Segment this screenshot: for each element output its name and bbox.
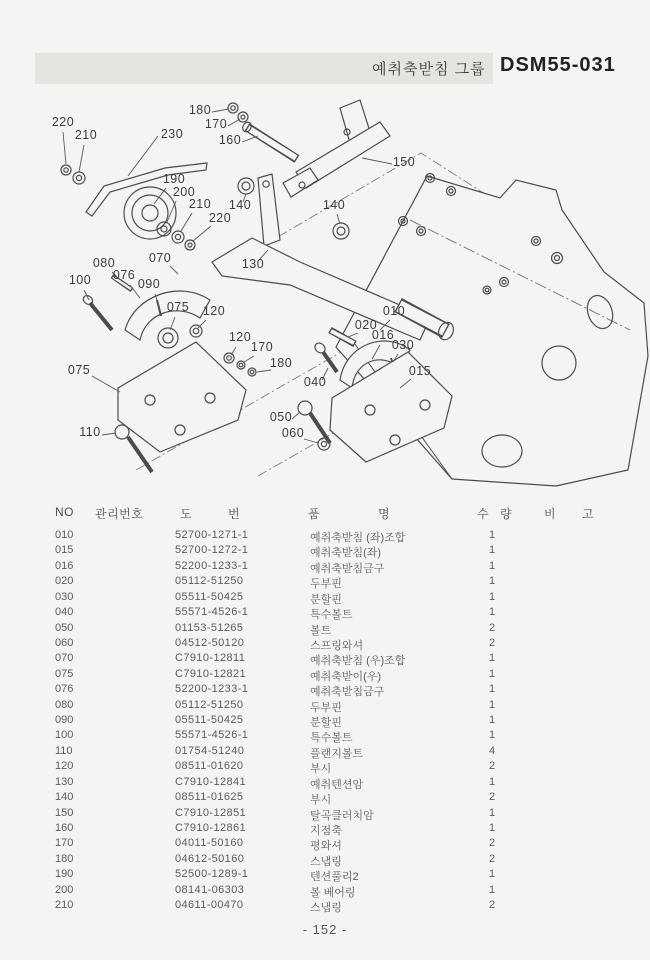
cell-code: C7910-12851 — [175, 806, 247, 819]
part-callout: 230 — [160, 127, 184, 141]
table-row — [0, 699, 650, 714]
cell-name: 볼 베어링 — [310, 886, 356, 899]
cell-code: 05112-51250 — [175, 575, 244, 588]
cell-no: 110 — [55, 744, 73, 757]
cell-code: C7910-12811 — [175, 652, 246, 665]
part-callout: 220 — [51, 115, 75, 129]
leader-line — [128, 136, 158, 176]
table-row — [0, 729, 650, 744]
cell-code: 04512-50120 — [175, 636, 245, 649]
table-row — [0, 776, 650, 791]
table-row — [0, 575, 650, 590]
cell-no: 170 — [55, 837, 74, 850]
cell-name: 예취축받침(좌) — [310, 547, 382, 560]
leader-line — [84, 290, 89, 300]
cell-no: 060 — [55, 636, 74, 649]
table-row — [0, 652, 650, 667]
cell-no: 015 — [55, 544, 74, 557]
cell-code: 08511-01625 — [175, 791, 244, 804]
cell-no: 160 — [55, 821, 74, 834]
cell-qty: 4 — [488, 744, 496, 757]
cell-qty: 1 — [488, 590, 496, 603]
cell-no: 075 — [55, 667, 74, 680]
cell-qty: 2 — [488, 636, 496, 649]
cell-qty: 1 — [488, 883, 496, 896]
table-row — [0, 714, 650, 729]
col-note-1: 비 — [544, 507, 557, 521]
table-row — [0, 884, 650, 899]
cell-name: 예취텐션암 — [310, 778, 364, 791]
table-row — [0, 637, 650, 652]
cell-code: 52200-1233-1 — [175, 683, 249, 696]
table-row — [0, 837, 650, 852]
cell-qty: 1 — [488, 559, 496, 572]
part-callout: 010 — [382, 304, 406, 318]
cell-code: 05511-50425 — [175, 590, 244, 603]
col-qty-2: 량 — [500, 507, 513, 521]
cell-name: 예취축받침 (우)조합 — [310, 655, 406, 668]
cell-no: 016 — [55, 559, 74, 572]
cell-no: 080 — [55, 698, 74, 711]
col-name-2: 명 — [378, 507, 391, 521]
leader-line — [92, 376, 120, 392]
part-callout: 080 — [92, 256, 116, 270]
leader-line — [79, 145, 84, 172]
page-number: - 152 - — [302, 922, 348, 937]
col-no: NO — [55, 505, 74, 519]
cell-no: 150 — [55, 806, 74, 819]
leader-line — [212, 109, 229, 112]
part-callout: 015 — [408, 364, 432, 378]
part-callout: 075 — [67, 363, 91, 377]
part-callout: 200 — [172, 185, 196, 199]
col-qty-1: 수 — [477, 507, 490, 521]
cell-name: 예취축받침 (좌)조합 — [310, 532, 406, 544]
part-callout: 020 — [354, 318, 378, 332]
table-row — [0, 668, 650, 683]
leader-line — [242, 136, 258, 142]
cell-qty: 1 — [488, 652, 496, 665]
cell-no: 120 — [55, 760, 74, 773]
part-callout: 170 — [250, 340, 274, 354]
part-callout: 170 — [204, 117, 228, 131]
leader-line — [362, 158, 392, 164]
part-callout: 130 — [241, 257, 265, 271]
part-callout: 220 — [208, 211, 232, 225]
part-callout: 190 — [162, 172, 186, 186]
cell-qty: 1 — [488, 729, 496, 742]
cell-qty: 2 — [488, 791, 496, 804]
cell-code: 01153-51265 — [175, 621, 244, 634]
leader-line — [198, 320, 206, 328]
cell-name: 스프링와셔 — [310, 639, 364, 652]
cell-qty: 1 — [488, 575, 496, 588]
part-callout: 120 — [228, 330, 252, 344]
parts-diagram — [0, 95, 650, 495]
part-callout: 180 — [269, 356, 293, 370]
cell-name: 평와셔 — [310, 840, 342, 853]
cell-name: 스냅링 — [310, 855, 342, 868]
cell-qty: 2 — [488, 621, 496, 634]
part-callout: 140 — [322, 198, 346, 212]
leader-line — [304, 439, 318, 443]
cell-name: 두부핀 — [310, 578, 342, 591]
part-callout: 016 — [371, 328, 395, 342]
cell-code: 04612-50160 — [175, 852, 245, 865]
cell-code: 55571-4526-1 — [175, 729, 249, 742]
leader-line — [244, 356, 254, 362]
page-title: 예취축받침 그룹 — [372, 61, 486, 78]
table-row — [0, 807, 650, 822]
table-row — [0, 760, 650, 775]
cell-code: 08141-06303 — [175, 883, 245, 896]
col-code-1: 도 — [180, 507, 193, 521]
part-callout: 030 — [391, 338, 415, 352]
cell-no: 010 — [55, 529, 74, 541]
col-code-2: 번 — [228, 507, 241, 521]
leader-line — [231, 347, 236, 355]
cell-qty: 2 — [488, 852, 496, 865]
part-callout: 180 — [188, 103, 212, 117]
cell-qty: 1 — [488, 683, 496, 696]
part-callout: 040 — [303, 375, 327, 389]
cell-code: 55571-4526-1 — [175, 606, 249, 619]
cell-qty: 1 — [488, 698, 496, 711]
cell-code: 01754-51240 — [175, 744, 245, 757]
table-row — [0, 606, 650, 621]
part-callout: 110 — [79, 425, 101, 439]
cell-code: 04611-00470 — [175, 899, 244, 912]
leader-line — [63, 132, 66, 164]
cell-no: 030 — [55, 590, 74, 603]
cell-name: 예취축받침금구 — [310, 686, 385, 699]
cell-no: 180 — [55, 852, 74, 865]
cell-no: 200 — [55, 883, 74, 896]
cell-code: 52200-1233-1 — [175, 559, 249, 572]
cell-qty: 2 — [488, 760, 496, 773]
part-callout: 100 — [68, 273, 92, 287]
cell-qty: 1 — [488, 544, 496, 557]
cell-no: 100 — [55, 729, 74, 742]
leader-line — [102, 433, 116, 435]
table-row — [0, 622, 650, 637]
cell-name: 탈곡클러치암 — [310, 809, 374, 822]
cell-code: 52700-1271-1 — [175, 529, 249, 541]
col-mgmt: 관리번호 — [95, 507, 144, 521]
cell-code: 04011-50160 — [175, 837, 244, 850]
cell-code: C7910-12841 — [175, 775, 247, 788]
cell-qty: 2 — [488, 899, 496, 912]
part-callout: 160 — [218, 133, 242, 147]
table-row — [0, 560, 650, 575]
cell-no: 090 — [55, 714, 74, 727]
part-callout: 050 — [269, 410, 293, 424]
cell-no: 070 — [55, 652, 74, 665]
cell-name: 부시 — [310, 794, 332, 807]
cell-code: 52700-1272-1 — [175, 544, 249, 557]
col-name-1: 품 — [308, 507, 321, 521]
part-callout: 140 — [228, 198, 252, 212]
leader-line — [292, 412, 300, 419]
cell-code: C7910-12821 — [175, 667, 247, 680]
table-row — [0, 853, 650, 868]
cell-code: 52500-1289-1 — [175, 868, 249, 881]
cell-name: 스냅링 — [310, 902, 342, 915]
cell-qty: 1 — [488, 775, 496, 788]
part-callout: 070 — [148, 251, 172, 265]
doc-code: DSM55-031 — [500, 54, 616, 76]
cell-name: 텐션풀리2 — [310, 871, 359, 884]
cell-qty: 1 — [488, 714, 496, 727]
cell-qty: 1 — [488, 868, 496, 881]
cell-no: 140 — [55, 791, 74, 804]
cell-no: 040 — [55, 606, 74, 619]
cell-code: 05112-51250 — [175, 698, 244, 711]
leader-line — [337, 214, 340, 224]
col-note-2: 고 — [582, 507, 595, 521]
table-row — [0, 868, 650, 883]
cell-name: 플랜지볼트 — [310, 747, 364, 760]
table-row — [0, 591, 650, 606]
leader-line — [257, 370, 271, 372]
cell-qty: 1 — [488, 606, 496, 619]
cell-name: 부시 — [310, 763, 332, 776]
table-row — [0, 822, 650, 837]
cell-name: 분할핀 — [310, 593, 342, 606]
cell-name: 분할핀 — [310, 717, 342, 730]
part-callout: 060 — [281, 426, 305, 440]
cell-name: 지점축 — [310, 824, 342, 837]
cell-no: 076 — [55, 683, 74, 696]
part-callout: 090 — [137, 277, 161, 291]
cell-no: 050 — [55, 621, 74, 634]
table-row — [0, 529, 650, 544]
cell-no: 210 — [55, 899, 74, 912]
cell-name: 두부핀 — [310, 701, 342, 714]
cell-qty: 2 — [488, 837, 496, 850]
cell-code: 05511-50425 — [175, 714, 244, 727]
part-callout: 210 — [74, 128, 98, 142]
part-callout: 076 — [112, 268, 136, 282]
table-row — [0, 745, 650, 760]
cell-qty: 1 — [488, 667, 496, 680]
table-row — [0, 899, 650, 914]
leader-line — [181, 213, 192, 231]
part-callout: 210 — [188, 197, 212, 211]
table-row — [0, 683, 650, 698]
cell-code: C7910-12861 — [175, 821, 247, 834]
table-row — [0, 544, 650, 559]
cell-qty: 1 — [488, 529, 496, 541]
part-callout: 150 — [392, 155, 416, 169]
cell-code: 08511-01620 — [175, 760, 244, 773]
cell-name: 특수볼트 — [310, 732, 353, 745]
leader-line — [170, 266, 178, 274]
cell-no: 130 — [55, 775, 74, 788]
cell-name: 예취축받이(우) — [310, 670, 382, 683]
leader-line — [228, 119, 240, 126]
part-callout: 075 — [166, 300, 190, 314]
cell-qty: 1 — [488, 806, 496, 819]
leader-line — [193, 226, 211, 241]
cell-no: 020 — [55, 575, 74, 588]
cell-name: 특수볼트 — [310, 609, 353, 622]
part-callout: 120 — [202, 304, 226, 318]
leader-line — [170, 317, 175, 330]
cell-no: 190 — [55, 868, 74, 881]
exploded-diagram-art — [61, 100, 648, 486]
cell-qty: 1 — [488, 821, 496, 834]
table-row — [0, 791, 650, 806]
cell-name: 예취축받침금구 — [310, 562, 385, 575]
cell-name: 볼트 — [310, 624, 332, 637]
